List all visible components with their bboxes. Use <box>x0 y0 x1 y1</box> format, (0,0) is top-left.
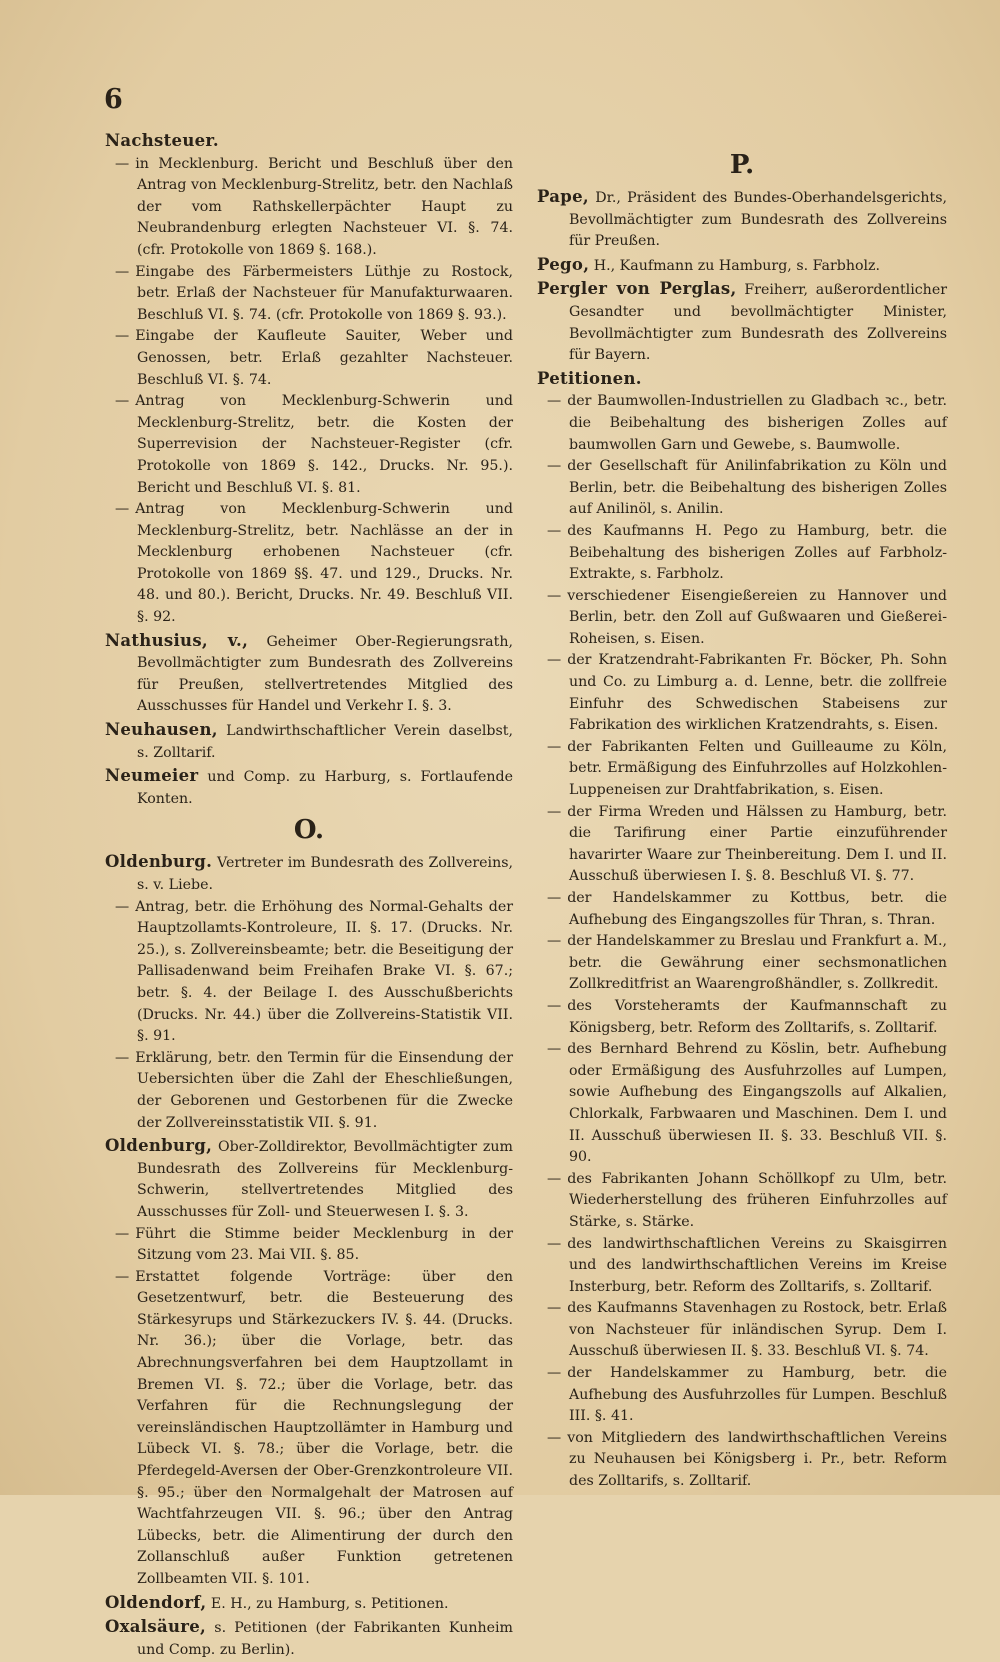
index-entry <box>105 1135 513 1590</box>
dash-glyph: — <box>115 898 130 915</box>
entry-headword: Oldenburg. <box>105 852 213 872</box>
sub-entry <box>537 1298 947 1363</box>
entry-heading-line <box>105 1616 513 1661</box>
dash-glyph: — <box>547 890 562 906</box>
sub-entry-text: Antrag, betr. die Erhöhung des Normal-Gehalts der Hauptzollamts-Kontroleure, II. §. 17. (Drucks. Nr. 25.), s. Zollvereinsbeamte; betr. die Beseitigung der Pallisadenwand beim Freihafen Brake VI. §. 67.; betr. §. 4. der Beilage I. des Ausschußberichts (Drucks. Nr. 44.) über die Zollvereins-Statistik VII. §. 91. <box>135 898 513 1045</box>
entry-heading-line <box>537 186 947 253</box>
sub-entry-text: des Vorsteheramts der Kaufmannschaft zu Königsberg, betr. Reform des Zolltarifs, s. Zolltarif. <box>567 997 947 1036</box>
dash-glyph: — <box>547 1365 562 1382</box>
dash-glyph: — <box>547 652 562 669</box>
index-entry <box>105 1616 513 1661</box>
sub-entry-text: Erklärung, betr. den Termin für die Einsendung der Uebersichten über die Zahl der Eheschließungen, der Geborenen und Gestorbenen für die Zwecke der Zollvereinsstatistik VII. §. 91. <box>135 1049 513 1131</box>
index-entry <box>537 278 947 366</box>
index-entry <box>105 630 513 718</box>
section-letter-o: O. <box>293 815 325 846</box>
dash-glyph: — <box>547 1300 562 1317</box>
dash-glyph: — <box>115 393 130 410</box>
entry-heading-line <box>537 278 947 366</box>
sub-entry-text: der Kratzendraht-Fabrikanten Fr. Böcker, Ph. Sohn und Co. zu Limburg a. d. Lenne, betr. die zollfreie Einfuhr des Schwedischen Stabeisens zur Fabrikation des wirklichen Kratzendrahts, s. Eisen. <box>567 652 947 734</box>
entry-heading-line <box>105 130 513 154</box>
entry-headword: Nachsteuer. <box>105 131 219 150</box>
sub-entry <box>105 499 513 629</box>
sub-entry <box>537 1234 947 1299</box>
entry-text: Ober-Zolldirektor, Bevollmächtigter zum Bundesrath des Zollvereins für Mecklenburg-Schwerin, stellvertretendes Mitglied des Ausschusses für Zoll- und Steuerwesen I. §. 3. <box>137 1139 513 1220</box>
entry-heading-line <box>105 630 513 718</box>
sub-entry-text: Führt die Stimme beider Mecklenburg in der Sitzung vom 23. Mai VII. §. 85. <box>135 1225 513 1264</box>
entry-headword: Petitionen. <box>537 368 642 388</box>
sub-entry <box>537 996 947 1039</box>
sub-entry-text: Eingabe des Färbermeisters Lüthje zu Rostock, betr. Erlaß der Nachsteuer für Manufakturwaaren. Beschluß VI. §. 74. (cfr. Protokolle von 1869 §. 93.). <box>135 263 513 323</box>
sub-entry <box>537 456 947 521</box>
sub-entry <box>105 1267 513 1591</box>
right-column <box>537 145 947 1494</box>
dash-glyph: — <box>547 1429 562 1446</box>
entry-text: H., Kaufmann zu Hamburg, s. Farbholz. <box>589 257 881 274</box>
entry-text: s. Petitionen (der Fabrikanten Kunheim und Comp. zu Berlin). <box>137 1620 513 1658</box>
sub-entry-text: des Kaufmanns H. Pego zu Hamburg, betr. die Beibehaltung des bisherigen Zolles auf Farbholz-Extrakte, s. Farbholz. <box>567 522 947 583</box>
index-entry <box>537 186 947 253</box>
entry-text: Geheimer Ober-Regierungsrath, Bevollmächtigter zum Bundesrath des Zollvereins für Preußen, stellvertretendes Mitglied des Ausschusses für Handel und Verkehr I. §. 3. <box>137 633 513 715</box>
sub-entry-text: des Fabrikanten Johann Schöllkopf zu Ulm, betr. Wiederherstellung des früheren Einfuhrzolles auf Stärke, s. Stärke. <box>567 1170 947 1230</box>
entry-heading-line <box>537 368 947 392</box>
entry-text: Dr., Präsident des Bundes-Oberhandelsgerichts, Bevollmächtigter zum Bundesrath des Zollvereins für Preußen. <box>569 190 947 250</box>
sub-entry-text: der Handelskammer zu Kottbus, betr. die Aufhebung des Eingangszolles für Thran, s. Thran. <box>567 890 947 928</box>
entry-headword: Neuhausen, <box>105 720 218 740</box>
entry-headword: Nathusius, v., <box>105 630 249 650</box>
dash-glyph: — <box>115 1049 130 1066</box>
sub-entry <box>537 931 947 996</box>
entry-headword: Oldendorf, <box>105 1592 207 1612</box>
dash-glyph: — <box>547 393 562 410</box>
sub-entry <box>537 521 947 586</box>
sub-entry-text: der Gesellschaft für Anilinfabrikation zu Köln und Berlin, betr. die Beibehaltung des bisherigen Zolles auf Anilinöl, s. Anilin. <box>567 458 947 518</box>
entry-headword: Oxalsäure, <box>105 1617 207 1637</box>
sub-entry <box>537 391 947 456</box>
dash-glyph: — <box>547 1041 562 1058</box>
index-entry <box>105 851 513 1134</box>
entry-heading-line <box>105 765 513 810</box>
sub-entry-text: Eingabe der Kaufleute Sauiter, Weber und Genossen, betr. Erlaß gezahlter Nachsteuer. Beschluß VI. §. 74. <box>135 328 513 388</box>
dash-glyph: — <box>115 155 130 172</box>
sub-entry-text: des Kaufmanns Stavenhagen zu Rostock, betr. Erlaß von Nachsteuer für inländischen Syrup. Dem I. Ausschuß überwiesen II. §. 33. Beschluß VI. §. 74. <box>567 1300 947 1360</box>
section-letter-p: P. <box>729 150 755 180</box>
dash-glyph: — <box>547 522 562 539</box>
right-entries <box>537 186 947 1493</box>
sub-entry-text: der Baumwollen-Industriellen zu Gladbach ꝛc., betr. die Beibehaltung des bisherigen Zolles auf baumwollen Garn und Gewebe, s. Baumwolle. <box>567 393 947 453</box>
sub-entry <box>537 1169 947 1234</box>
sub-entry <box>105 262 513 327</box>
dash-glyph: — <box>547 738 562 755</box>
sub-entry <box>537 888 947 931</box>
page-number: 6 <box>104 84 123 115</box>
index-entry <box>105 719 513 764</box>
sub-entry-text: Antrag von Mecklenburg-Schwerin und Mecklenburg-Strelitz, betr. Nachlässe an der in Mecklenburg erhobenen Nachsteuer (cfr. Protokolle von 1869 §§. 47. und 129., Drucks. Nr. 48. und 80.). Bericht, Drucks. Nr. 49. Beschluß VII. §. 92. <box>135 501 513 626</box>
entry-heading-line <box>105 1592 513 1616</box>
dash-glyph: — <box>547 933 562 950</box>
dash-glyph: — <box>115 1225 130 1242</box>
entry-headword: Pape, <box>537 187 589 206</box>
sub-entry <box>537 586 947 651</box>
left-entries-before <box>105 130 513 810</box>
sub-entry <box>537 650 947 736</box>
sub-entry-text: der Fabrikanten Felten und Guilleaume zu Köln, betr. Ermäßigung des Einfuhrzolles auf Holzkohlen-Luppeneisen zur Drahtfabrikation, s. Eisen. <box>567 738 947 799</box>
sub-entry-text: Antrag von Mecklenburg-Schwerin und Mecklenburg-Strelitz, betr. die Kosten der Superrevision der Nachsteuer-Register (cfr. Protokolle von 1869 §. 142., Drucks. Nr. 95.). Bericht und Beschluß VI. §. 81. <box>135 393 513 496</box>
entry-headword: Pergler von Perglas, <box>537 279 737 299</box>
sub-entry <box>537 802 947 888</box>
sub-entry-text: des landwirthschaftlichen Vereins zu Skaisgirren und des landwirthschaftlichen Vereins im Kreise Insterburg, betr. Reform des Zolltarifs, s. Zolltarif. <box>567 1235 947 1295</box>
dash-glyph: — <box>115 1268 130 1285</box>
sub-entry <box>105 897 513 1048</box>
entry-text: Vertreter im Bundesrath des Zollvereins, s. v. Liebe. <box>137 855 513 893</box>
dash-glyph: — <box>547 1170 562 1187</box>
dash-glyph: — <box>115 263 130 280</box>
sub-entry <box>105 1224 513 1267</box>
entry-headword: Neumeier <box>105 766 199 786</box>
sub-entry <box>537 1428 947 1493</box>
sub-entry-text: des Bernhard Behrend zu Köslin, betr. Aufhebung oder Ermäßigung des Ausfuhrzolles auf Lumpen, sowie Aufhebung des Eingangszolls auf Alkalien, Chlorkalk, Farbwaaren und Maschinen. Dem I. und II. Ausschuß überwiesen II. §. 33. Beschluß VII. §. 90. <box>567 1041 947 1166</box>
sub-entry-text: der Handelskammer zu Breslau und Frankfurt a. M., betr. die Gewährung einer sechsmonatlichen Zollkreditfrist an Waarengroßhändler, s. Zollkredit. <box>567 933 947 993</box>
dash-glyph: — <box>115 328 130 345</box>
sub-entry <box>105 326 513 391</box>
index-entry <box>537 254 947 278</box>
entry-text: und Comp. zu Harburg, s. Fortlaufende Konten. <box>137 769 513 807</box>
sub-entry-text: der Firma Wreden und Hälssen zu Hamburg, betr. die Tarifirung einer Partie einzuführender havarirter Waare zur Theinbereitung. Dem I. und II. Ausschuß überwiesen I. §. 8. Beschluß VI. §. 77. <box>567 803 947 885</box>
entry-text: Landwirthschaftlicher Verein daselbst, s. Zolltarif. <box>137 723 513 761</box>
entry-text: Freiherr, außerordentlicher Gesandter und bevollmächtigter Minister, Bevollmächtigter zum Bundesrath des Zollvereins für Bayern. <box>569 282 947 364</box>
left-column <box>105 130 513 1662</box>
sub-entry <box>537 1363 947 1428</box>
sub-entry <box>105 154 513 262</box>
sub-entry <box>537 737 947 802</box>
sub-entry <box>105 391 513 499</box>
entry-heading-line <box>105 851 513 896</box>
sub-entry <box>105 1048 513 1134</box>
sub-entry-text: von Mitgliedern des landwirthschaftlichen Vereins zu Neuhausen bei Königsberg i. Pr., betr. Reform des Zolltarifs, s. Zolltarif. <box>567 1429 947 1490</box>
left-entries-after <box>105 851 513 1661</box>
entry-text: E. H., zu Hamburg, s. Petitionen. <box>206 1595 449 1612</box>
index-entry <box>105 130 513 629</box>
dash-glyph: — <box>547 997 562 1014</box>
entry-heading-line <box>105 1135 513 1223</box>
index-entry <box>105 765 513 810</box>
sub-entry-text: in Mecklenburg. Bericht und Beschluß über den Antrag von Mecklenburg-Strelitz, betr. den Nachlaß der vom Rathskellerpächter Haupt zu Neubrandenburg erlegten Nachsteuer VI. §. 74. (cfr. Protokolle von 1869 §. 168.). <box>135 155 513 258</box>
entry-heading-line <box>537 254 947 278</box>
sub-entry-text: verschiedener Eisengießereien zu Hannover und Berlin, betr. den Zoll auf Gußwaaren und Gießerei-Roheisen, s. Eisen. <box>567 587 947 647</box>
dash-glyph: — <box>547 458 562 475</box>
dash-glyph: — <box>547 1235 562 1252</box>
entry-headword: Oldenburg, <box>105 1136 213 1156</box>
dash-glyph: — <box>115 501 130 518</box>
sub-entry-text: der Handelskammer zu Hamburg, betr. die Aufhebung des Ausfuhrzolles für Lumpen. Beschluß III. §. 41. <box>567 1365 947 1425</box>
dash-glyph: — <box>547 803 562 820</box>
entry-heading-line <box>105 719 513 764</box>
sub-entry-text: Erstattet folgende Vorträge: über den Gesetzentwurf, betr. die Besteuerung des Stärkesyrups und Stärkezuckers IV. §. 44. (Drucks. Nr. 36.); über die Vorlage, betr. das Abrechnungsverfahren bei dem Hauptzollamt in Bremen VI. §. 72.; über die Vorlage, betr. das Verfahren für die Rechnungslegung der vereinsländischen Hauptzollämter in Hamburg und Lübeck VI. §. 78.; über die Vorlage, betr. die Pferdegeld-Aversen der Ober-Grenzkontroleure VII. §. 95.; über den Normalgehalt der Matrosen auf Wachtfahrzeugen VII. §. 96.; über den Antrag Lübecks, betr. die Alimentirung der durch den Zollanschluß außer Funktion getretenen Zollbeamten VII. §. 101. <box>135 1268 513 1587</box>
index-entry <box>537 368 947 1493</box>
entry-headword: Pego, <box>537 254 590 274</box>
sub-entry <box>537 1039 947 1169</box>
index-entry <box>105 1592 513 1616</box>
dash-glyph: — <box>547 587 562 604</box>
